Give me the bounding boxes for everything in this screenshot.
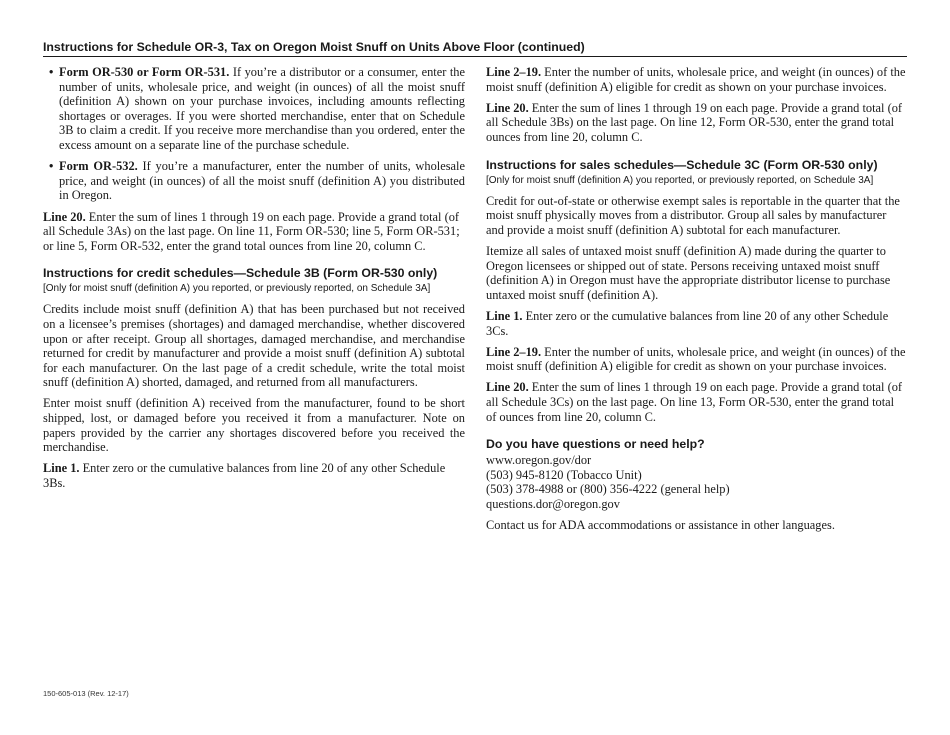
form-bullet-list: [43, 65, 465, 203]
line-2-19-instruction: [486, 65, 907, 94]
sales-paragraph-2: Itemize all sales of untaxed moist snuff (definition A) made during the quarter to Oregon licensees or shipped out of state. Persons receiving untaxed moist snuff (definition A) in Oregon must have the appropriate distributor license to purchase untaxed moist snuff (definition A).: [486, 243, 891, 302]
line-20-instruction: [43, 210, 465, 254]
line-label: Line 2–19.: [486, 65, 542, 79]
bullet-form-or530-or531: [43, 65, 465, 153]
line-label: Line 2–19.: [486, 344, 542, 359]
bullet-icon: •: [49, 159, 54, 174]
tobacco-unit-phone: (503) 945-8120 (Tobacco Unit): [486, 467, 642, 482]
credit-schedules-heading: Instructions for credit schedules—Schedule 3B (Form OR-530 only): [43, 266, 438, 281]
line-label: Line 20.: [43, 209, 86, 224]
bullet-text: If you’re a manufacturer, enter the number of units, wholesale price, and weight (in ounces) of all the moist snuff (definition A) you distributed in Oregon.: [59, 159, 465, 203]
line-label: Line 1.: [486, 308, 523, 323]
line-label: Line 1.: [43, 461, 80, 476]
right-column: [486, 65, 907, 539]
bullet-text: If you’re a distributor or a consumer, enter the number of units, wholesale price, and weight (in ounces) of all the moist snuff (definition A) shown on your purchase invoices, including amounts reflecting shortages or overages. If you were shorted merchandise, enter that on Schedule 3B to claim a credit. If you receive more merchandise than you ordered, enter the excess amount on a separate line of the purchase schedule.: [59, 65, 465, 152]
credit-paragraph-2: Enter moist snuff (definition A) received from the manufacturer, found to be short shipped, lost, or damaged before you received it from a manufacturer. Note on papers provided by the carrier any shortages discovered before you received the merchandise.: [43, 396, 465, 455]
bullet-form-or532: [43, 159, 465, 203]
bullet-icon: •: [49, 65, 54, 79]
general-help-phone: (503) 378-4988 or (800) 356-4222 (general help): [486, 482, 730, 497]
line-1-instruction: [43, 461, 465, 490]
sales-paragraph-1: Credit for out-of-state or otherwise exempt sales is reportable in the quarter that the moist snuff physically moves from a distributor. Group all sales by manufacturer and provide a moist snuff (definition A) subtotal for each manufacturer.: [486, 193, 900, 237]
bullet-label: Form OR-532.: [59, 159, 138, 174]
line-text: Enter zero or the cumulative balances from line 20 of any other Schedule 3Bs.: [43, 461, 446, 491]
help-heading: Do you have questions or need help?: [486, 437, 705, 452]
line-text: Enter the sum of lines 1 through 19 on each page. Provide a grand total (of all Schedule 3As) on the last page. On line 11, Form OR-530; line 5, Form OR-531; or line 5, Form OR-532, enter the grand total ounces from line 20, column C.: [43, 209, 460, 253]
line-text: Enter the number of units, wholesale price, and weight (in ounces) of the moist snuff (definition A) eligible for credit as shown on your purchase invoices.: [486, 344, 906, 374]
credit-paragraph-1: Credits include moist snuff (definition A) that has been purchased but not received on a licensee’s premises (shortages) and damaged merchandise, whether discovered upon or after receipt. Group all shortages, damaged merchandise, and merchandise returned for credit by manufacturer and provide a moist snuff (definition A) subtotal for each manufacturer. On the last page of a credit schedule, write the total moist snuff (definition A) shorted, damaged, and returned from all manufacturers.: [43, 302, 465, 390]
line-label: Line 20.: [486, 380, 529, 395]
line-1-instruction: [486, 309, 907, 338]
contact-block: [486, 453, 907, 511]
sales-schedules-heading: Instructions for sales schedules—Schedule 3C (Form OR-530 only): [486, 157, 878, 172]
bullet-label: Form OR-530 or Form OR-531.: [59, 65, 230, 79]
line-2-19-instruction: [486, 345, 907, 374]
line-text: Enter the number of units, wholesale price, and weight (in ounces) of the moist snuff (definition A) eligible for credit as shown on your purchase invoices.: [486, 65, 906, 94]
left-column: [43, 65, 465, 497]
page-title: Instructions for Schedule OR-3, Tax on Oregon Moist Snuff on Units Above Floor (continued): [43, 40, 907, 57]
line-label: Line 20.: [486, 100, 529, 115]
sales-schedules-subheading: [Only for moist snuff (definition A) you reported, or previously reported, on Schedule 3A]: [486, 174, 874, 186]
line-text: Enter the sum of lines 1 through 19 on each page. Provide a grand total (of all Schedule 3Bs) on the last page. On line 12, Form OR-530, enter the grand total ounces from line 20, column C.: [486, 100, 903, 144]
email-link[interactable]: questions.dor@oregon.gov: [486, 497, 620, 512]
line-20-instruction: [486, 380, 907, 424]
credit-schedules-subheading: [Only for moist snuff (definition A) you reported, or previously reported, on Schedule 3A]: [43, 283, 431, 295]
ada-note: Contact us for ADA accommodations or assistance in other languages.: [486, 518, 835, 533]
line-text: Enter the sum of lines 1 through 19 on each page. Provide a grand total (of all Schedule 3Cs) on the last page. On line 13, Form OR-530, enter the grand total of ounces from line 20, column C.: [486, 380, 903, 424]
line-text: Enter zero or the cumulative balances from line 20 of any other Schedule 3Cs.: [486, 308, 889, 338]
website-link[interactable]: www.oregon.gov/dor: [486, 453, 592, 468]
form-revision-footer: 150-605-013 (Rev. 12-17): [43, 689, 129, 698]
line-20-instruction: [486, 101, 907, 145]
